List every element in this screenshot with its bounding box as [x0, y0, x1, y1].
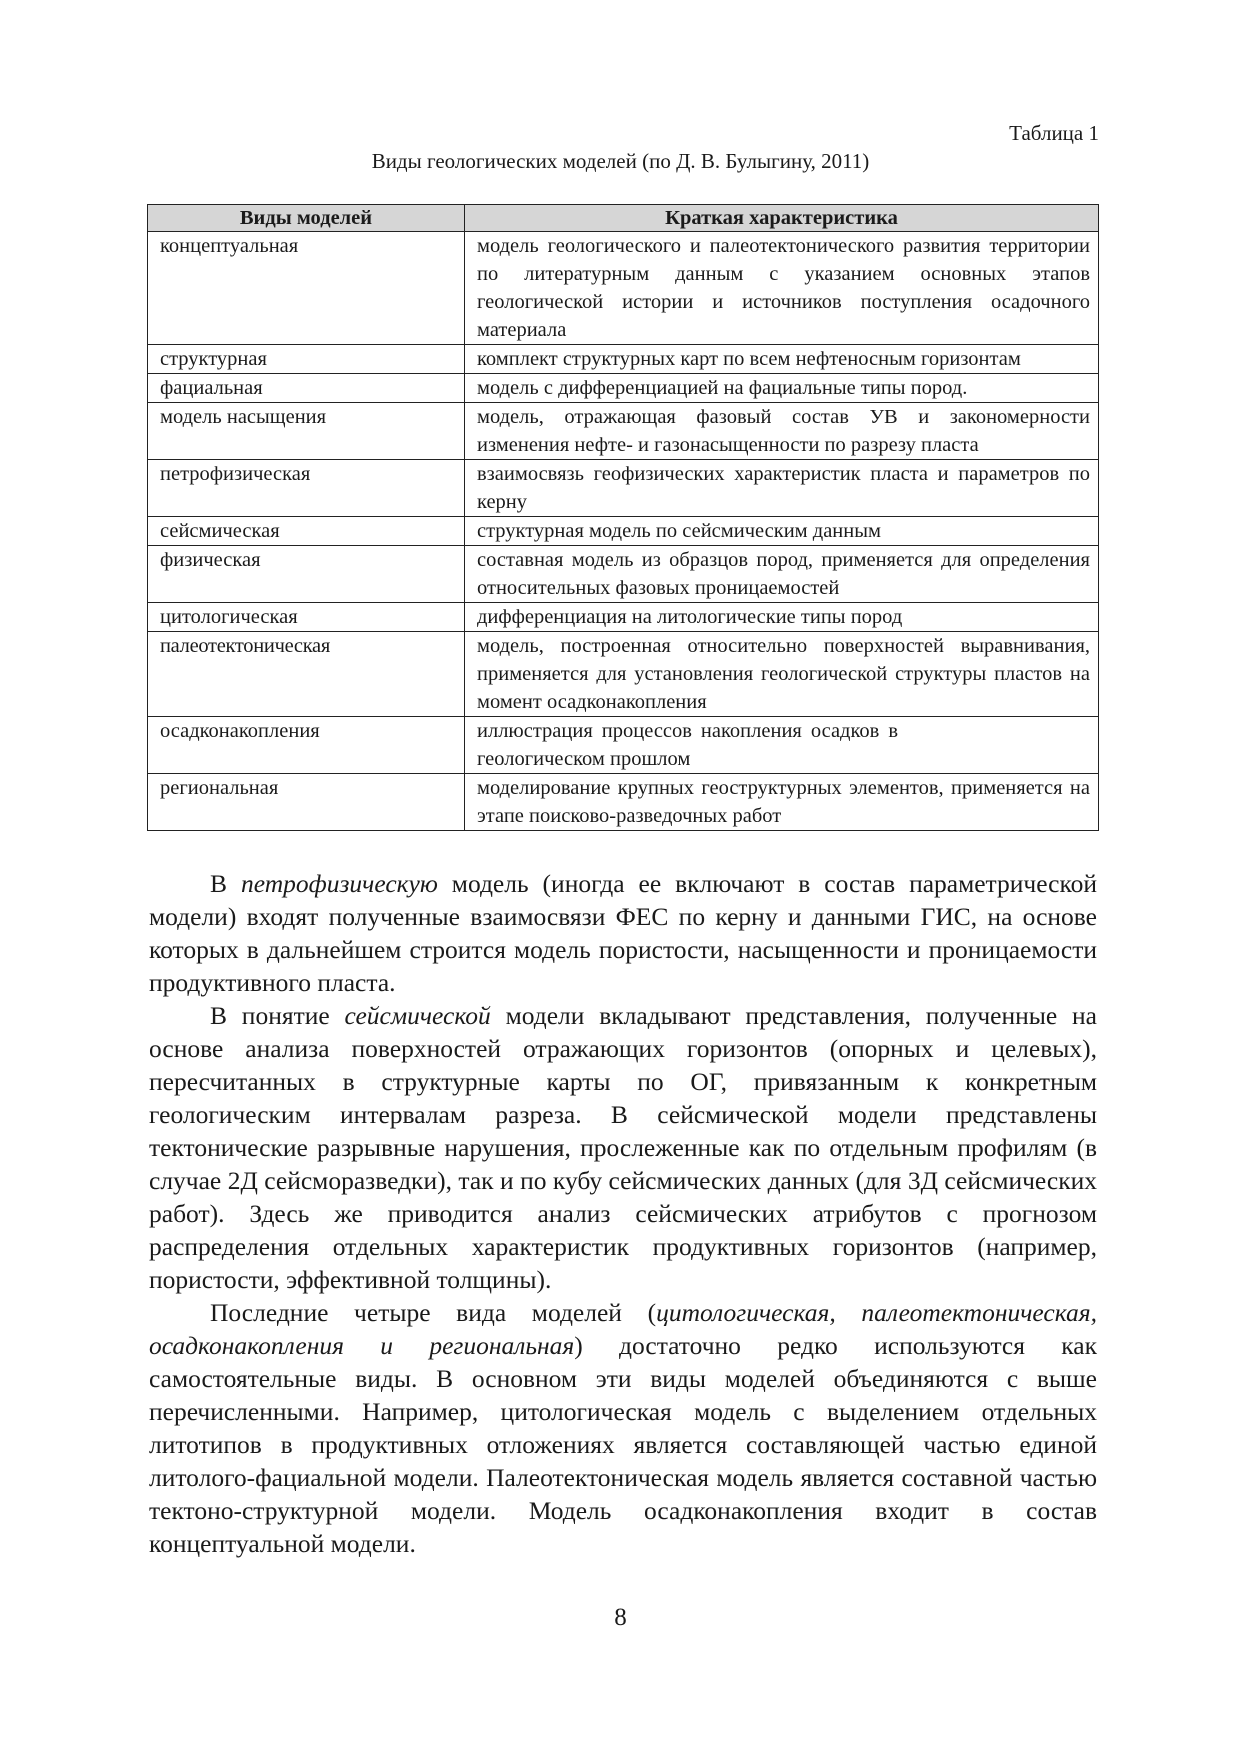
model-description-cell: иллюстрация процессов накопления осадков в геологическом прошлом [465, 717, 1099, 774]
header-description: Краткая характеристика [465, 205, 1099, 232]
model-type-cell: модель насыщения [148, 403, 465, 460]
model-type-cell: физическая [148, 546, 465, 603]
model-description-cell: комплект структурных карт по всем нефтеносным горизонтам [465, 345, 1099, 374]
page-number: 8 [614, 1604, 627, 1631]
body-text [149, 867, 1097, 1560]
model-description-cell: модель с дифференциацией на фациальные типы пород. [465, 374, 1099, 403]
model-type-cell: структурная [148, 345, 465, 374]
table-row [148, 374, 1099, 403]
paragraph-text: модель (иногда ее включают в состав параметрической модели) входят полученные взаимосвязи ФЕС по керну и данными ГИС, на основе которых в дальнейшем строится модель пористости, насыщенности и проницаемости продуктивного пласта. [149, 869, 1097, 997]
paragraph-other-models [149, 1296, 1097, 1560]
table-row [148, 717, 1099, 774]
model-type-cell: региональная [148, 774, 465, 831]
table-row [148, 345, 1099, 374]
paragraph-text: В [210, 869, 241, 898]
paragraph-text: Последние четыре вида моделей ( [210, 1298, 657, 1327]
paragraph-petrophysical [149, 867, 1097, 999]
table-row [148, 603, 1099, 632]
model-type-cell: палеотектоническая [148, 632, 465, 717]
model-description-cell: дифференциация на литологические типы пород [465, 603, 1099, 632]
paragraph-text: ) достаточно редко используются как самостоятельные виды. В основном эти виды моделей объединяются с выше перечисленными. Например, цитологическая модель с выделением отдельных литотипов в продуктивных отложениях является составляющей частью единой литолого-фациальной модели. Палеотектоническая модель является составной частью тектоно-структурной модели. Модель осадконакопления входит в состав концептуальной модели. [149, 1331, 1098, 1558]
model-type-cell: сейсмическая [148, 517, 465, 546]
paragraph-text: модели вкладывают представления, полученные на основе анализа поверхностей отражающих горизонтов (опорных и целевых), пересчитанных в структурные карты по ОГ, привязанным к конкретным геологическим интервалам разреза. В сейсмической модели представлены тектонические разрывные нарушения, прослеженные как по отдельным профилям (в случае 2Д сейсморазведки), так и по кубу сейсмических данных (для 3Д сейсмических работ). Здесь же приводится анализ сейсмических атрибутов с прогнозом распределения отдельных характеристик продуктивных горизонтов (например, пористости, эффективной толщины). [149, 1001, 1097, 1294]
model-type-cell: осадконакопления [148, 717, 465, 774]
table-row [148, 774, 1099, 831]
table-row [148, 232, 1099, 345]
emphasis-term: петрофизическую [240, 869, 438, 898]
model-type-cell: концептуальная [148, 232, 465, 345]
table-row [148, 632, 1099, 717]
emphasis-term: сейсмической [344, 1001, 491, 1030]
model-description-cell: модель геологического и палеотектонического развития территории по литературным данным с указанием основных этапов геологической истории и источников поступления осадочного материала [465, 232, 1099, 345]
paragraph-text: В понятие [210, 1001, 345, 1030]
model-description-cell: модель, построенная относительно поверхностей выравнивания, применяется для установления геологической структуры пластов на момент осадконакопления [465, 632, 1099, 717]
models-table [147, 204, 1099, 831]
model-description-cell: составная модель из образцов пород, применяется для определения относительных фазовых проницаемостей [465, 546, 1099, 603]
table-number: Таблица 1 [1009, 121, 1099, 145]
paragraph-seismic [149, 999, 1097, 1296]
model-description-cell: структурная модель по сейсмическим данным [465, 517, 1099, 546]
header-model-type: Виды моделей [148, 205, 465, 232]
model-type-cell: петрофизическая [148, 460, 465, 517]
table-row [148, 403, 1099, 460]
model-description-cell: модель, отражающая фазовый состав УВ и закономерности изменения нефте- и газонасыщенности по разрезу пласта [465, 403, 1099, 460]
model-type-cell: фациальная [148, 374, 465, 403]
table-row [148, 546, 1099, 603]
emphasis-term: цитологическая, палеотектоническая, осадконакопления и региональная [149, 1298, 1097, 1360]
table-header-row [148, 205, 1099, 232]
model-type-cell: цитологическая [148, 603, 465, 632]
model-description-cell: взаимосвязь геофизических характеристик пласта и параметров по керну [465, 460, 1099, 517]
model-description-cell: моделирование крупных геоструктурных элементов, применяется на этапе поисково-разведочных работ [465, 774, 1099, 831]
table-caption: Виды геологических моделей (по Д. В. Булыгину, 2011) [371, 149, 870, 173]
table-row [148, 460, 1099, 517]
table-row [148, 517, 1099, 546]
